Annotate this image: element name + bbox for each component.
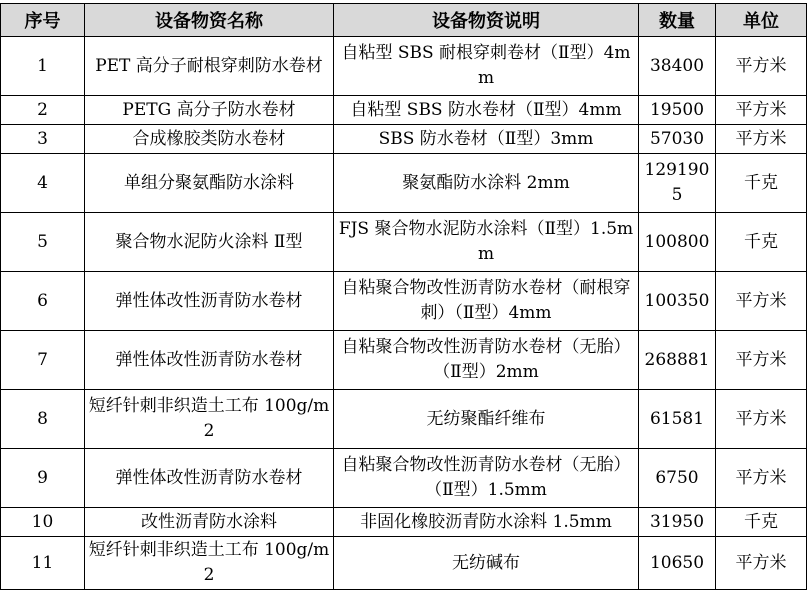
header-name: 设备物资名称 — [85, 4, 334, 37]
header-qty: 数量 — [639, 4, 716, 37]
cell-unit: 千克 — [716, 508, 807, 537]
cell-name: 弹性体改性沥青防水卷材 — [85, 331, 334, 390]
cell-desc: 自粘聚合物改性沥青防水卷材（无胎）（Ⅱ型）2mm — [334, 331, 639, 390]
table-row — [1, 390, 807, 449]
cell-desc: 无纺聚酯纤维布 — [334, 390, 639, 449]
cell-qty: 31950 — [639, 508, 716, 537]
table-row — [1, 213, 807, 272]
header-no: 序号 — [1, 4, 85, 37]
header-row — [1, 4, 807, 37]
cell-no: 8 — [1, 390, 85, 449]
materials-table — [0, 3, 807, 590]
cell-unit: 平方米 — [716, 449, 807, 508]
cell-name: PET 高分子耐根穿刺防水卷材 — [85, 37, 334, 96]
table-row — [1, 449, 807, 508]
cell-qty: 19500 — [639, 96, 716, 125]
cell-no: 2 — [1, 96, 85, 125]
cell-name: 短纤针刺非织造土工布 100g/m2 — [85, 537, 334, 590]
table-row — [1, 331, 807, 390]
cell-no: 3 — [1, 125, 85, 154]
cell-name: 聚合物水泥防火涂料 Ⅱ型 — [85, 213, 334, 272]
cell-desc: FJS 聚合物水泥防水涂料（Ⅱ型）1.5mm — [334, 213, 639, 272]
table-body — [1, 37, 807, 590]
cell-unit: 平方米 — [716, 331, 807, 390]
cell-no: 9 — [1, 449, 85, 508]
table-row — [1, 125, 807, 154]
cell-unit: 平方米 — [716, 272, 807, 331]
cell-qty: 100350 — [639, 272, 716, 331]
cell-no: 4 — [1, 154, 85, 213]
cell-qty: 100800 — [639, 213, 716, 272]
cell-unit: 千克 — [716, 213, 807, 272]
table-row — [1, 508, 807, 537]
cell-qty: 1291905 — [639, 154, 716, 213]
cell-desc: SBS 防水卷材（Ⅱ型）3mm — [334, 125, 639, 154]
table-row — [1, 37, 807, 96]
cell-no: 10 — [1, 508, 85, 537]
cell-name: 弹性体改性沥青防水卷材 — [85, 449, 334, 508]
cell-qty: 61581 — [639, 390, 716, 449]
cell-name: 短纤针刺非织造土工布 100g/m2 — [85, 390, 334, 449]
cell-unit: 千克 — [716, 154, 807, 213]
cell-unit: 平方米 — [716, 37, 807, 96]
cell-name: 单组分聚氨酯防水涂料 — [85, 154, 334, 213]
cell-qty: 38400 — [639, 37, 716, 96]
cell-desc: 无纺碱布 — [334, 537, 639, 590]
cell-desc: 自粘聚合物改性沥青防水卷材（无胎）（Ⅱ型）1.5mm — [334, 449, 639, 508]
table-header — [1, 4, 807, 37]
cell-qty: 10650 — [639, 537, 716, 590]
cell-desc: 聚氨酯防水涂料 2mm — [334, 154, 639, 213]
cell-name: PETG 高分子防水卷材 — [85, 96, 334, 125]
table-row — [1, 537, 807, 590]
cell-desc: 自粘型 SBS 耐根穿刺卷材（Ⅱ型）4mm — [334, 37, 639, 96]
cell-qty: 268881 — [639, 331, 716, 390]
cell-unit: 平方米 — [716, 125, 807, 154]
cell-qty: 6750 — [639, 449, 716, 508]
cell-name: 改性沥青防水涂料 — [85, 508, 334, 537]
table-row — [1, 272, 807, 331]
cell-no: 5 — [1, 213, 85, 272]
cell-unit: 平方米 — [716, 537, 807, 590]
cell-no: 6 — [1, 272, 85, 331]
header-unit: 单位 — [716, 4, 807, 37]
table-row — [1, 154, 807, 213]
cell-desc: 自粘聚合物改性沥青防水卷材（耐根穿刺）（Ⅱ型）4mm — [334, 272, 639, 331]
cell-name: 弹性体改性沥青防水卷材 — [85, 272, 334, 331]
cell-desc: 自粘型 SBS 防水卷材（Ⅱ型）4mm — [334, 96, 639, 125]
cell-no: 1 — [1, 37, 85, 96]
cell-unit: 平方米 — [716, 96, 807, 125]
cell-unit: 平方米 — [716, 390, 807, 449]
cell-no: 7 — [1, 331, 85, 390]
cell-desc: 非固化橡胶沥青防水涂料 1.5mm — [334, 508, 639, 537]
cell-qty: 57030 — [639, 125, 716, 154]
cell-name: 合成橡胶类防水卷材 — [85, 125, 334, 154]
cell-no: 11 — [1, 537, 85, 590]
header-desc: 设备物资说明 — [334, 4, 639, 37]
table-row — [1, 96, 807, 125]
